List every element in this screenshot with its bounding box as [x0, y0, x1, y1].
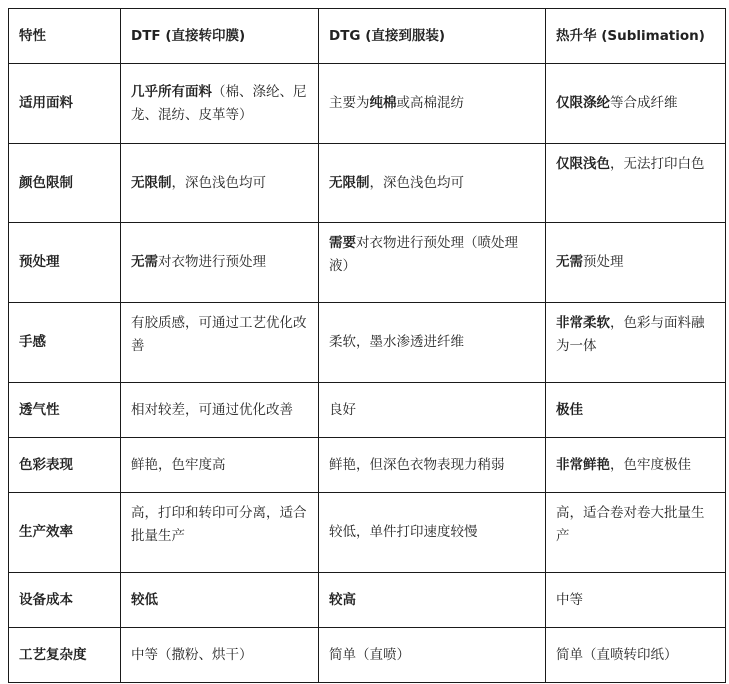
cell-sublimation: 非常柔软，色彩与面料融为一体: [546, 303, 726, 383]
table-row: [9, 573, 726, 628]
table-row: [9, 144, 726, 223]
header-feature: 特性: [9, 9, 121, 64]
cell-dtg: 需要对衣物进行预处理（喷处理液）: [319, 223, 546, 303]
row-label: 设备成本: [9, 573, 121, 628]
cell-dtf: 几乎所有面料（棉、涤纶、尼龙、混纺、皮革等）: [121, 64, 319, 144]
table-row: [9, 628, 726, 683]
row-label: 预处理: [9, 223, 121, 303]
cell-dtf: 有胶质感，可通过工艺优化改善: [121, 303, 319, 383]
cell-dtg: 无限制，深色浅色均可: [319, 144, 546, 223]
row-label: 适用面料: [9, 64, 121, 144]
cell-dtf: 无限制，深色浅色均可: [121, 144, 319, 223]
row-label: 手感: [9, 303, 121, 383]
cell-dtf: 高，打印和转印可分离，适合批量生产: [121, 493, 319, 573]
cell-dtg: 良好: [319, 383, 546, 438]
cell-dtg: 较低，单件打印速度较慢: [319, 493, 546, 573]
row-label: 生产效率: [9, 493, 121, 573]
cell-sublimation: 高，适合卷对卷大批量生产: [546, 493, 726, 573]
table-row: [9, 383, 726, 438]
cell-dtf: 相对较差，可通过优化改善: [121, 383, 319, 438]
cell-sublimation: 极佳: [546, 383, 726, 438]
cell-sublimation: 仅限浅色，无法打印白色: [546, 144, 726, 223]
row-label: 颜色限制: [9, 144, 121, 223]
header-dtf: DTF (直接转印膜): [121, 9, 319, 64]
header-dtg: DTG (直接到服装): [319, 9, 546, 64]
cell-sublimation: 简单（直喷转印纸）: [546, 628, 726, 683]
row-label: 工艺复杂度: [9, 628, 121, 683]
row-label: 色彩表现: [9, 438, 121, 493]
table-row: [9, 493, 726, 573]
cell-dtf: 中等（撒粉、烘干）: [121, 628, 319, 683]
comparison-table: [8, 8, 726, 683]
row-label: 透气性: [9, 383, 121, 438]
cell-dtf: 无需对衣物进行预处理: [121, 223, 319, 303]
cell-sublimation: 无需预处理: [546, 223, 726, 303]
header-row: [9, 9, 726, 64]
cell-dtg: 柔软，墨水渗透进纤维: [319, 303, 546, 383]
cell-sublimation: 非常鲜艳，色牢度极佳: [546, 438, 726, 493]
table-row: [9, 223, 726, 303]
table-row: [9, 438, 726, 493]
table-row: [9, 303, 726, 383]
cell-dtg: 鲜艳，但深色衣物表现力稍弱: [319, 438, 546, 493]
cell-dtf: 鲜艳，色牢度高: [121, 438, 319, 493]
cell-dtg: 较高: [319, 573, 546, 628]
cell-sublimation: 中等: [546, 573, 726, 628]
cell-dtg: 主要为纯棉或高棉混纺: [319, 64, 546, 144]
cell-sublimation: 仅限涤纶等合成纤维: [546, 64, 726, 144]
table-row: [9, 64, 726, 144]
cell-dtg: 简单（直喷）: [319, 628, 546, 683]
cell-dtf: 较低: [121, 573, 319, 628]
header-sublimation: 热升华 (Sublimation): [546, 9, 726, 64]
